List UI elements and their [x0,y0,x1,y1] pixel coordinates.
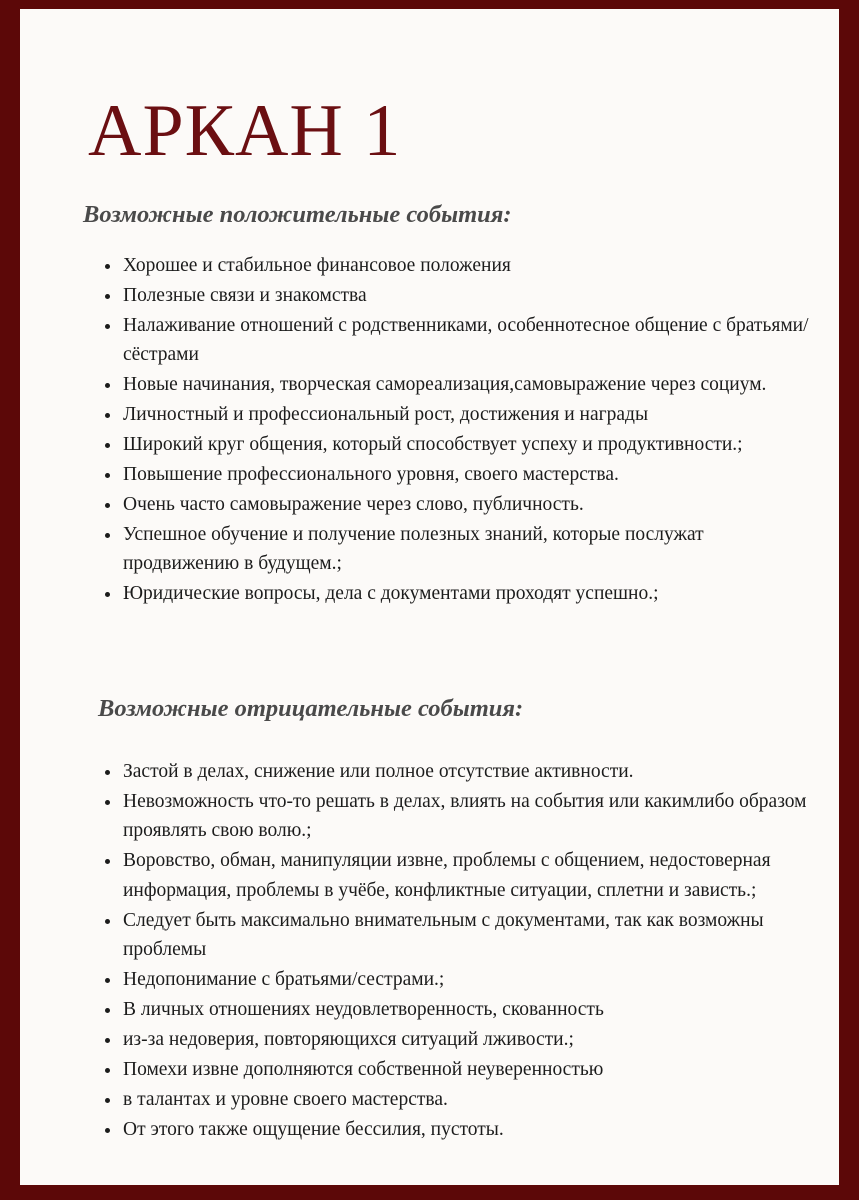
list-item: Следует быть максимально внимательным с документами, так как возможны проблемы [103,906,823,965]
list-item: Хорошее и стабильное финансовое положения [103,251,823,281]
list-item: Новые начинания, творческая самореализация,самовыражение через социум. [103,370,823,400]
positive-events-heading: Возможные положительные события: [83,201,512,228]
list-item: Недопонимание с братьями/сестрами.; [103,965,823,995]
list-item: Воровство, обман, манипуляции извне, проблемы с общением, недостоверная информация, проблемы в учёбе, конфликтные ситуации, сплетни и зависть.; [103,846,823,905]
positive-events-list [103,251,823,609]
negative-events-list [103,757,823,1144]
list-item: Полезные связи и знакомства [103,281,823,311]
list-item: Успешное обучение и получение полезных знаний, которые послужат продвижению в будущем.; [103,520,823,579]
list-item: Налаживание отношений с родственниками, особеннотесное общение с братьями/сёстрами [103,311,823,370]
list-item: Повышение профессионального уровня, своего мастерства. [103,460,823,490]
list-item: Личностный и профессиональный рост, достижения и награды [103,400,823,430]
list-item: в талантах и уровне своего мастерства. [103,1085,823,1115]
list-item: От этого также ощущение бессилия, пустоты. [103,1115,823,1145]
negative-events-heading: Возможные отрицательные события: [98,695,524,722]
document-page [20,9,839,1185]
list-item: Очень часто самовыражение через слово, публичность. [103,490,823,520]
list-item: Невозможность что-то решать в делах, влиять на события или какимлибо образом проявлять свою волю.; [103,787,823,846]
list-item: В личных отношениях неудовлетворенность, скованность [103,995,823,1025]
list-item: Застой в делах, снижение или полное отсутствие активности. [103,757,823,787]
list-item: из-за недоверия, повторяющихся ситуаций лживости.; [103,1025,823,1055]
list-item: Юридические вопросы, дела с документами проходят успешно.; [103,579,823,609]
page-title: АРКАН 1 [88,90,402,172]
list-item: Помехи извне дополняются собственной неуверенностью [103,1055,823,1085]
list-item: Широкий круг общения, который способствует успеху и продуктивности.; [103,430,823,460]
